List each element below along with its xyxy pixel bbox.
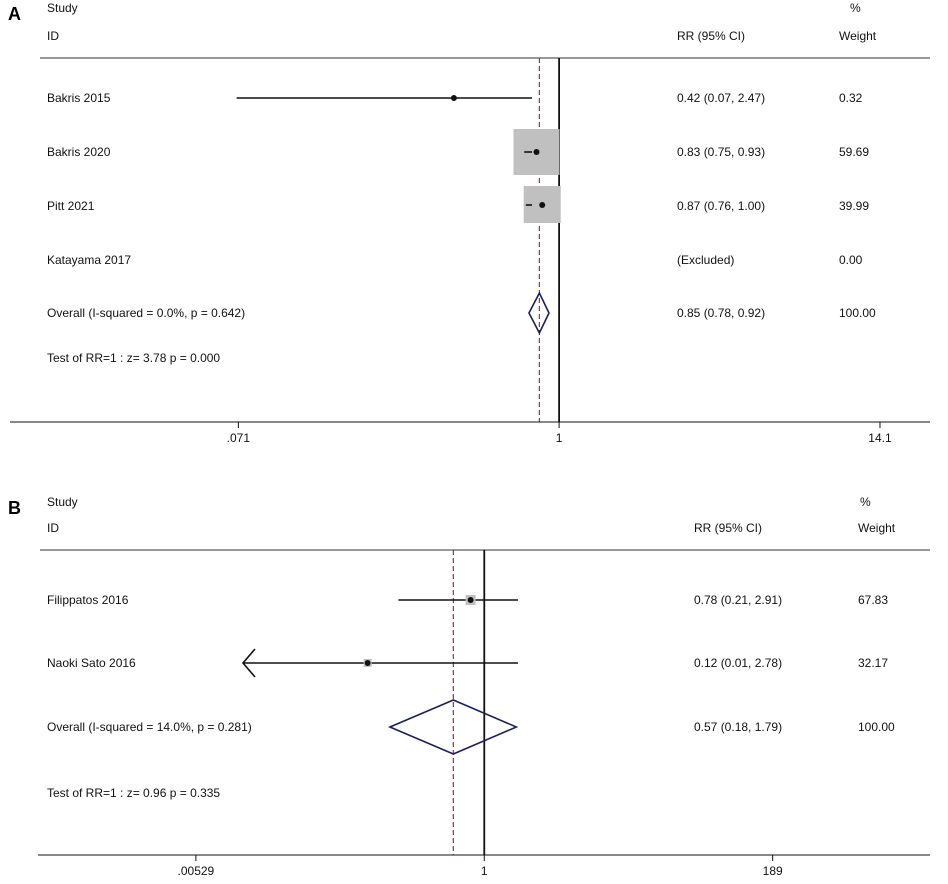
study-weight: 39.99 (839, 199, 870, 213)
point-estimate (468, 597, 474, 603)
study-name: Naoki Sato 2016 (47, 656, 136, 670)
study-weight: 67.83 (858, 593, 889, 607)
header-rr: RR (95% CI) (694, 521, 763, 535)
header-study: Study (47, 1, 78, 15)
header-weight: Weight (858, 521, 896, 535)
panel-label-a: A (8, 4, 21, 24)
study-row (47, 649, 888, 677)
study-name: Bakris 2015 (47, 91, 111, 105)
study-row (47, 593, 888, 607)
study-row (47, 91, 863, 105)
point-estimate (451, 95, 457, 101)
x-axis-ticks (178, 855, 783, 878)
study-name: Filippatos 2016 (47, 593, 129, 607)
overall-label: Overall (I-squared = 14.0%, p = 0.281) (47, 720, 252, 734)
x-tick-label: 1 (480, 864, 488, 878)
study-rr: 0.42 (0.07, 2.47) (677, 91, 766, 105)
study-row (47, 253, 863, 267)
header-id: ID (47, 521, 59, 535)
study-rr: 0.83 (0.75, 0.93) (677, 145, 766, 159)
study-name: Bakris 2020 (47, 145, 111, 159)
header-rr: RR (95% CI) (677, 29, 746, 43)
header-weight: Weight (839, 29, 877, 43)
panel-label-b: B (8, 498, 21, 518)
study-name: Pitt 2021 (47, 199, 95, 213)
study-weight: 0.32 (839, 91, 863, 105)
study-rr: 0.12 (0.01, 2.78) (694, 656, 783, 670)
x-tick-label: 189 (762, 864, 783, 878)
forest-panel-a (8, 1, 930, 445)
study-rr: 0.87 (0.76, 1.00) (677, 199, 766, 213)
overall-row (47, 293, 876, 333)
x-tick-label: .071 (226, 431, 251, 445)
point-estimate (534, 149, 540, 155)
study-name: Katayama 2017 (47, 253, 132, 267)
forest-panel-b (8, 495, 930, 878)
point-estimate (365, 660, 371, 666)
header-id: ID (47, 29, 59, 43)
x-axis-ticks (227, 422, 892, 445)
header-percent: % (850, 1, 861, 15)
overall-rr: 0.57 (0.18, 1.79) (694, 720, 783, 734)
header-percent: % (860, 495, 871, 509)
overall-weight: 100.00 (839, 306, 876, 320)
test-of-effect: Test of RR=1 : z= 3.78 p = 0.000 (47, 351, 221, 365)
study-row (47, 186, 869, 223)
header-study: Study (47, 495, 78, 509)
x-tick-label: 1 (555, 431, 563, 445)
point-estimate (539, 202, 545, 208)
study-weight: 59.69 (839, 145, 870, 159)
overall-weight: 100.00 (858, 720, 895, 734)
x-tick-label: 14.1 (868, 431, 892, 445)
overall-label: Overall (I-squared = 0.0%, p = 0.642) (47, 306, 246, 320)
study-rr: (Excluded) (677, 253, 735, 267)
overall-rr: 0.85 (0.78, 0.92) (677, 306, 766, 320)
study-row (47, 129, 869, 175)
study-rr: 0.78 (0.21, 2.91) (694, 593, 783, 607)
study-weight: 0.00 (839, 253, 863, 267)
x-tick-label: .00529 (177, 864, 215, 878)
overall-row (47, 700, 895, 754)
test-of-effect: Test of RR=1 : z= 0.96 p = 0.335 (47, 786, 221, 800)
study-weight: 32.17 (858, 656, 889, 670)
